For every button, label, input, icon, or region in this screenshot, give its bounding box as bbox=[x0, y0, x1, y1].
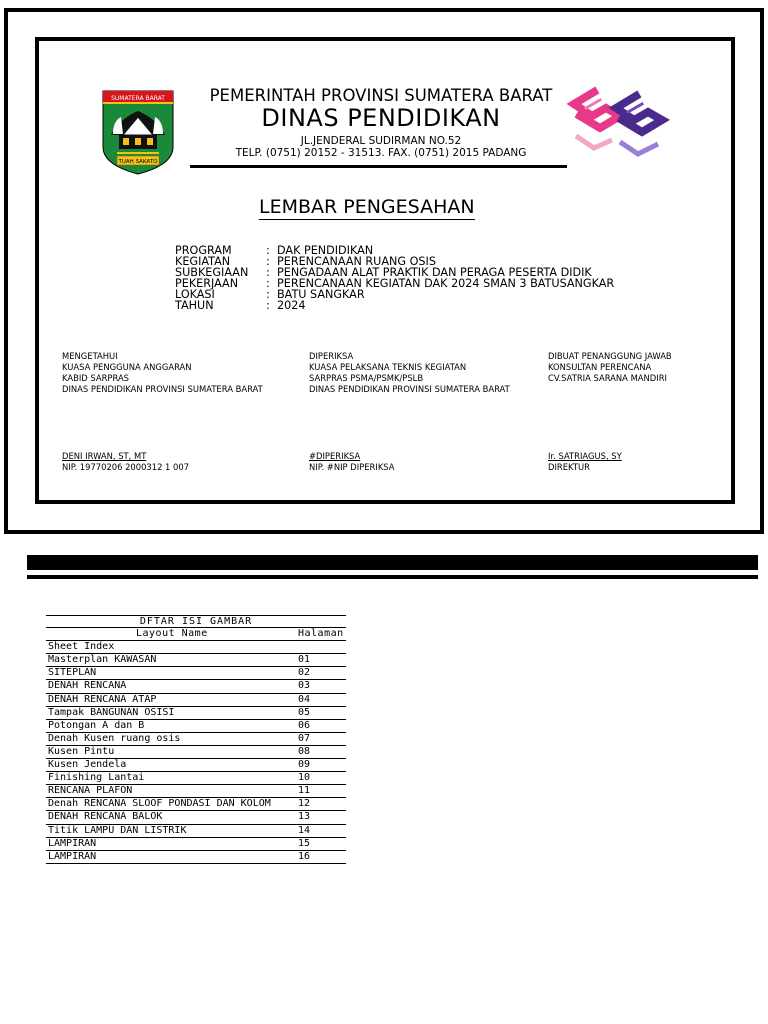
signature-line: KABID SARPRAS bbox=[62, 373, 129, 383]
layout-name-cell: Denah RENCANA SLOOF PONDASI DAN KOLOM bbox=[48, 798, 271, 810]
table-row bbox=[46, 811, 346, 824]
toc-col-name: Layout Name bbox=[136, 628, 208, 640]
layout-name-cell: LAMPIRAN bbox=[48, 837, 97, 849]
signature-line: CV.SATRIA SARANA MANDIRI bbox=[548, 373, 667, 383]
info-label: LOKASI bbox=[175, 288, 215, 301]
signature-block-right bbox=[548, 351, 672, 384]
toc-title: DFTAR ISI GAMBAR bbox=[46, 615, 346, 628]
layout-name-cell: Sheet Index bbox=[48, 641, 115, 653]
info-colon: : bbox=[266, 244, 270, 257]
info-label: KEGIATAN bbox=[175, 255, 231, 268]
signatory-middle bbox=[309, 451, 395, 473]
table-row bbox=[46, 667, 346, 680]
signature-block-middle bbox=[309, 351, 510, 395]
info-colon: : bbox=[266, 277, 270, 290]
layout-name-cell: Potongan A dan B bbox=[48, 719, 145, 731]
page-number-cell: 16 bbox=[298, 850, 311, 862]
signature-line: SARPRAS PSMA/PSMK/PSLB bbox=[309, 373, 424, 383]
signature-line: MENGETAHUI bbox=[62, 351, 118, 361]
page-number-cell: 14 bbox=[298, 824, 311, 836]
emblem-bottom-text: TUAH SAKATO bbox=[118, 159, 158, 165]
government-name: PEMERINTAH PROVINSI SUMATERA BARAT bbox=[209, 86, 553, 105]
layout-name-cell: LAMPIRAN bbox=[48, 850, 97, 862]
table-row bbox=[46, 825, 346, 838]
signature-line: DIPERIKSA bbox=[309, 351, 354, 361]
page-number-cell: 06 bbox=[298, 719, 311, 731]
page-number-cell: 03 bbox=[298, 680, 311, 692]
info-row-lokasi bbox=[175, 289, 614, 300]
info-label: SUBKEGIAAN bbox=[175, 266, 249, 279]
page-number-cell: 13 bbox=[298, 811, 311, 823]
table-row bbox=[46, 759, 346, 772]
toc-body bbox=[46, 641, 346, 864]
layout-name-cell: Titik LAMPU DAN LISTRIK bbox=[48, 824, 187, 836]
page-number-cell: 02 bbox=[298, 667, 311, 679]
page-number-cell: 07 bbox=[298, 732, 311, 744]
signature-line: DINAS PENDIDIKAN PROVINSI SUMATERA BARAT bbox=[62, 384, 263, 394]
page-title: LEMBAR PENGESAHAN bbox=[259, 196, 475, 218]
signatory-name: DENI IRWAN, ST, MT bbox=[62, 451, 147, 461]
layout-name-cell: Denah Kusen ruang osis bbox=[48, 732, 181, 744]
info-value: BATU SANGKAR bbox=[277, 288, 365, 301]
signatory-right bbox=[548, 451, 622, 473]
page-number-cell: 01 bbox=[298, 654, 311, 666]
info-label: TAHUN bbox=[175, 299, 214, 312]
table-row bbox=[46, 694, 346, 707]
table-row bbox=[46, 641, 346, 654]
emblem-top-text: SUMATERA BARAT bbox=[111, 95, 165, 102]
info-value: DAK PENDIDIKAN bbox=[277, 244, 374, 257]
signature-line: KUASA PENGGUNA ANGGARAN bbox=[62, 362, 192, 372]
agency-address: JL.JENDERAL SUDIRMAN NO.52 bbox=[300, 135, 462, 147]
page-number-cell: 10 bbox=[298, 772, 311, 784]
info-value: PERENCANAAN KEGIATAN DAK 2024 SMAN 3 BATUSANGKAR bbox=[277, 277, 615, 290]
project-info bbox=[175, 245, 614, 311]
table-row bbox=[46, 733, 346, 746]
divider-band-thick bbox=[27, 555, 758, 570]
info-row-tahun bbox=[175, 300, 614, 311]
layout-name-cell: RENCANA PLAFON bbox=[48, 785, 133, 797]
table-row bbox=[46, 772, 346, 785]
info-value: 2024 bbox=[277, 299, 306, 312]
signatory-name: #DIPERIKSA bbox=[309, 451, 361, 461]
layout-name-cell: Tampak BANGUNAN OSISI bbox=[48, 706, 175, 718]
table-row bbox=[46, 746, 346, 759]
signatory-left bbox=[62, 451, 189, 473]
info-value: PENGADAAN ALAT PRAKTIK DAN PERAGA PESERTA DIDIK bbox=[277, 266, 592, 279]
toc-col-page: Halaman bbox=[298, 628, 344, 640]
info-colon: : bbox=[266, 266, 270, 279]
consultant-logo bbox=[566, 86, 672, 162]
layout-name-cell: DENAH RENCANA bbox=[48, 680, 127, 692]
info-label: PEKERJAAN bbox=[175, 277, 239, 290]
signatory-id: NIP. #NIP DIPERIKSA bbox=[309, 462, 395, 472]
table-row bbox=[46, 720, 346, 733]
layout-name-cell: Finishing Lantai bbox=[48, 772, 145, 784]
sumatera-barat-emblem bbox=[101, 89, 175, 175]
drawing-index-table bbox=[46, 615, 346, 864]
signature-line: KONSULTAN PERENCANA bbox=[548, 362, 652, 372]
page-number-cell: 08 bbox=[298, 745, 311, 757]
page-number-cell: 15 bbox=[298, 837, 311, 849]
table-row bbox=[46, 707, 346, 720]
signature-line: KUASA PELAKSANA TEKNIS KEGIATAN bbox=[309, 362, 467, 372]
table-row bbox=[46, 654, 346, 667]
table-row bbox=[46, 798, 346, 811]
layout-name-cell: Kusen Pintu bbox=[48, 745, 115, 757]
layout-name-cell: DENAH RENCANA BALOK bbox=[48, 811, 163, 823]
table-row bbox=[46, 680, 346, 693]
info-label: PROGRAM bbox=[175, 244, 232, 257]
info-value: PERENCANAAN RUANG OSIS bbox=[277, 255, 436, 268]
page-number-cell: 04 bbox=[298, 693, 311, 705]
signature-line: DINAS PENDIDIKAN PROVINSI SUMATERA BARAT bbox=[309, 384, 510, 394]
layout-name-cell: DENAH RENCANA ATAP bbox=[48, 693, 157, 705]
table-row bbox=[46, 838, 346, 851]
page-number-cell: 11 bbox=[298, 785, 311, 797]
info-colon: : bbox=[266, 299, 270, 312]
signatory-name: Ir. SATRIAGUS, SY bbox=[548, 451, 622, 461]
table-row bbox=[46, 851, 346, 864]
header-divider bbox=[190, 165, 567, 168]
info-row-pekerjaan bbox=[175, 278, 614, 289]
signature-block-left bbox=[62, 351, 263, 395]
table-row bbox=[46, 785, 346, 798]
agency-name: DINAS PENDIDIKAN bbox=[261, 104, 501, 132]
info-colon: : bbox=[266, 288, 270, 301]
divider-band-thin bbox=[27, 575, 758, 579]
toc-header-row bbox=[46, 628, 346, 641]
layout-name-cell: SITEPLAN bbox=[48, 667, 97, 679]
signature-line: DIBUAT PENANGGUNG JAWAB bbox=[548, 351, 672, 361]
page-number-cell: 12 bbox=[298, 798, 311, 810]
info-colon: : bbox=[266, 255, 270, 268]
agency-phone: TELP. (0751) 20152 - 31513. FAX. (0751) 2015 PADANG bbox=[235, 147, 527, 159]
layout-name-cell: Masterplan KAWASAN bbox=[48, 654, 157, 666]
page-number-cell: 05 bbox=[298, 706, 311, 718]
signatory-id: DIREKTUR bbox=[548, 462, 590, 472]
page-number-cell: 09 bbox=[298, 759, 311, 771]
signatory-id: NIP. 19770206 2000312 1 007 bbox=[62, 462, 190, 472]
layout-name-cell: Kusen Jendela bbox=[48, 759, 127, 771]
